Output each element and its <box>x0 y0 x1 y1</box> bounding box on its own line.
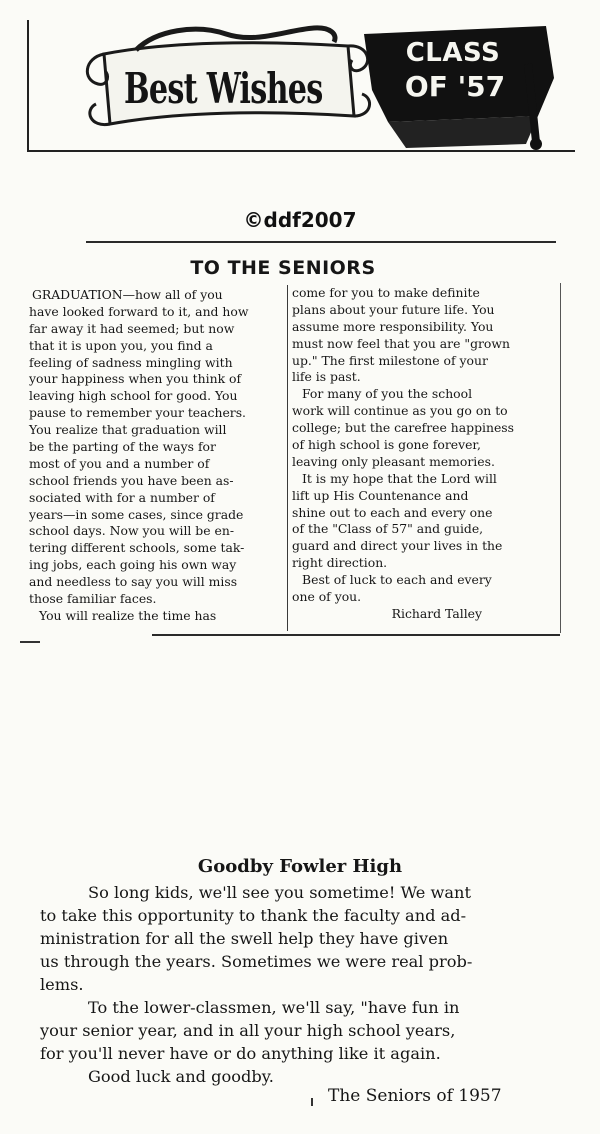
text-line: lems. <box>40 975 84 994</box>
text-line: us through the years. Sometimes we were real prob- <box>40 952 473 971</box>
text-line: guard and direct your lives in the <box>292 538 503 554</box>
text-line: lift up His Countenance and <box>292 487 469 503</box>
article-top-rule <box>86 241 556 243</box>
text-line: of the "Class of 57" and guide, <box>292 521 484 537</box>
text-line: Good luck and goodby. <box>88 1067 274 1086</box>
text-line: assume more responsibility. You <box>292 318 494 334</box>
text-line: To the lower-classmen, we'll say, "have fun in <box>88 998 460 1017</box>
article-signature: Richard Talley <box>391 605 482 621</box>
text-line: and needless to say you will miss <box>29 574 238 590</box>
header-banner <box>24 18 576 158</box>
text-line: to take this opportunity to thank the faculty and ad- <box>40 906 467 925</box>
article-body <box>40 881 580 1088</box>
text-line: shine out to each and every one <box>292 504 493 520</box>
copyright-watermark: ©ddf2007 <box>243 208 357 232</box>
text-line: leaving high school for good. You <box>29 388 238 404</box>
text-line: up." The first milestone of your <box>292 352 488 368</box>
print-mark <box>311 1098 313 1106</box>
article-signature: The Seniors of 1957 <box>328 1086 502 1106</box>
text-line: sociated with for a number of <box>29 489 215 505</box>
article-right-border <box>560 283 561 633</box>
text-line: So long kids, we'll see you sometime! We want <box>88 883 471 902</box>
text-line: ministration for all the swell help they have given <box>40 929 449 948</box>
text-line: You realize that graduation will <box>29 422 227 438</box>
header-left-rule <box>27 20 29 152</box>
text-line: of high school is gone forever, <box>292 437 481 453</box>
text-line: work will continue as you go on to <box>292 403 508 419</box>
text-line: It is my hope that the Lord will <box>302 470 497 486</box>
text-line: college; but the carefree happiness <box>292 420 515 436</box>
text-line: far away it had seemed; but now <box>29 320 235 336</box>
text-line: one of you. <box>292 589 362 605</box>
article-title: Goodby Fowler High <box>197 856 403 877</box>
class-year-label: OF '57 <box>404 70 506 103</box>
text-line: You will realize the time has <box>39 607 217 623</box>
article-left-column <box>29 287 283 625</box>
text-line: pause to remember your teachers. <box>29 405 246 421</box>
text-line: right direction. <box>292 555 388 571</box>
text-line: your happiness when you think of <box>29 371 242 387</box>
text-line: those familiar faces. <box>29 591 157 607</box>
text-line: that it is upon you, you find a <box>29 337 213 353</box>
text-line: leaving only pleasant memories. <box>292 453 495 469</box>
text-line: must now feel that you are "grown <box>292 335 510 351</box>
text-line: Best of luck to each and every <box>302 572 492 588</box>
text-line: most of you and a number of <box>29 455 210 471</box>
class-label: CLASS <box>405 38 501 68</box>
article-title: TO THE SENIORS <box>190 257 376 279</box>
text-line: plans about your future life. You <box>292 301 495 317</box>
text-line: ing jobs, each going his own way <box>29 557 237 573</box>
text-line: For many of you the school <box>302 386 473 402</box>
text-line: tering different schools, some tak- <box>29 540 245 556</box>
rule-fragment <box>20 641 40 643</box>
text-line: be the parting of the ways for <box>29 439 216 455</box>
article-right-column <box>292 285 560 623</box>
text-line: your senior year, and in all your high school years, <box>40 1021 456 1040</box>
text-line: school friends you have been as- <box>29 472 234 488</box>
text-line: GRADUATION—how all of you <box>32 287 223 302</box>
article-bottom-rule <box>152 634 560 636</box>
text-line: have looked forward to it, and how <box>29 303 249 319</box>
text-line: life is past. <box>292 369 361 385</box>
text-line: feeling of sadness mingling with <box>29 354 233 370</box>
text-line: years—in some cases, since grade <box>29 506 244 522</box>
text-line: for you'll never have or do anything like it again. <box>40 1044 441 1063</box>
text-line: come for you to make definite <box>292 285 480 300</box>
text-line: school days. Now you will be en- <box>29 523 235 539</box>
column-divider <box>287 285 288 631</box>
best-wishes-text: Best Wishes <box>124 64 323 113</box>
